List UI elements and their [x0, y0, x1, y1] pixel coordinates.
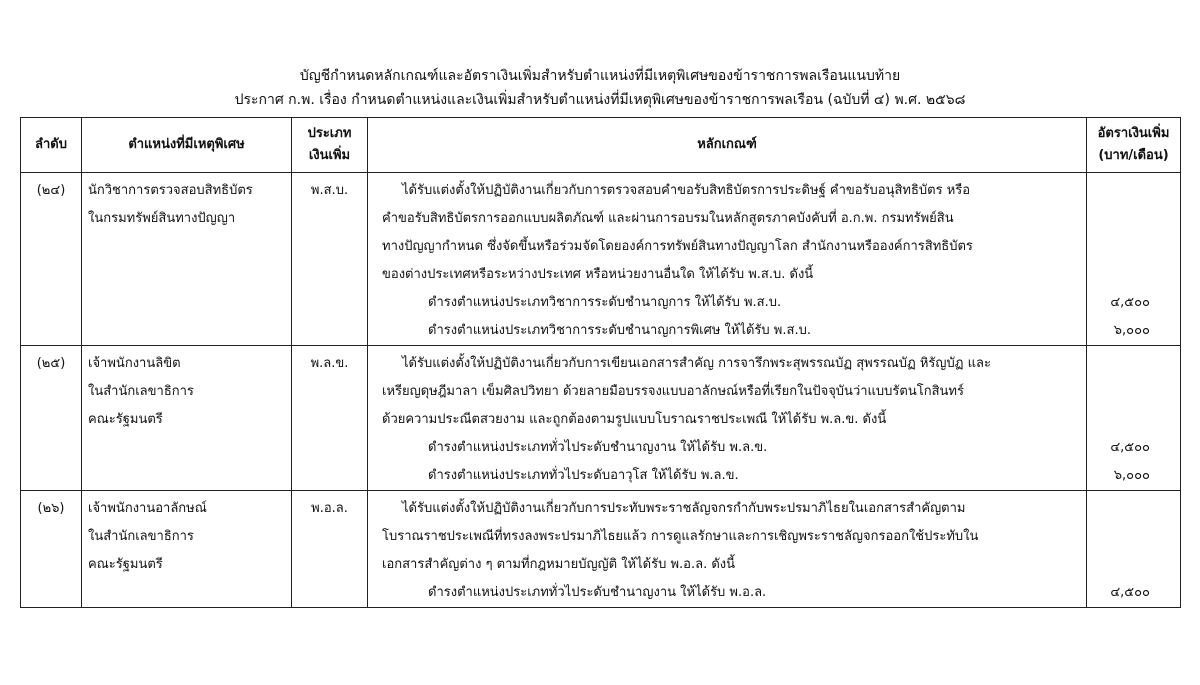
- heading-line-2: ประกาศ ก.พ. เรื่อง กำหนดตำแหน่งและเงินเพิ่มสำหรับตำแหน่งที่มีเหตุพิเศษของข้าราชการพลเรือน (ฉบับที่ ๔) พ.ศ. ๒๕๖๘: [234, 92, 966, 108]
- criteria-line: คำขอรับสิทธิบัตรการออกแบบผลิตภัณฑ์ และผ่านการอบรมในหลักสูตรภาคบังคับที่ อ.ก.พ. กรมทรัพย์สิน: [382, 211, 954, 226]
- position-line: คณะรัฐมนตรี: [88, 557, 163, 572]
- header-rate: [1087, 118, 1181, 173]
- position-line: เจ้าพนักงานอาลักษณ์: [88, 501, 207, 516]
- row-position: [82, 491, 292, 608]
- criteria-table: [20, 117, 1181, 608]
- row-type: พ.อ.ล.: [292, 491, 368, 608]
- criteria-line: โบราณราชประเพณีที่ทรงลงพระปรมาภิไธยแล้ว การดูแลรักษาและการเชิญพระราชลัญจกรออกใช้ประทับใน: [382, 529, 979, 544]
- rate-value: ๔,๕๐๐: [1110, 440, 1150, 455]
- criteria-sub-item: ดำรงตำแหน่งประเภทวิชาการระดับชำนาญการ ให้ได้รับ พ.ส.บ.: [428, 295, 782, 310]
- position-line: ในสำนักเลขาธิการ: [88, 384, 194, 399]
- header-criteria: หลักเกณฑ์: [368, 118, 1087, 173]
- criteria-line: ด้วยความประณีตสวยงาม และถูกต้องตามรูปแบบโบราณราชประเพณี ให้ได้รับ พ.ล.ข. ดังนี้: [382, 412, 887, 427]
- header-type-line-1: ประเภท: [307, 126, 352, 141]
- rate-value: ๖,๐๐๐: [1113, 468, 1150, 483]
- rate-value: ๔,๕๐๐: [1110, 295, 1150, 310]
- rate-value: ๔,๕๐๐: [1110, 585, 1150, 600]
- row-criteria: [368, 491, 1087, 608]
- rate-value: ๖,๐๐๐: [1113, 323, 1150, 338]
- criteria-line: ได้รับแต่งตั้งให้ปฏิบัติงานเกี่ยวกับการประทับพระราชลัญจกรกำกับพระปรมาภิไธยในเอกสารสำคัญตาม: [402, 501, 966, 516]
- position-line: ในกรมทรัพย์สินทางปัญญา: [88, 211, 236, 226]
- header-position: ตำแหน่งที่มีเหตุพิเศษ: [82, 118, 292, 173]
- document-heading: [0, 64, 1200, 112]
- criteria-line: ทางปัญญากำหนด ซึ่งจัดขึ้นหรือร่วมจัดโดยองค์การทรัพย์สินทางปัญญาโลก สำนักงานหรือองค์การสิทธิบัตร: [382, 239, 973, 254]
- header-type-line-2: เงินเพิ่ม: [308, 148, 351, 163]
- position-line: นักวิชาการตรวจสอบสิทธิบัตร: [88, 183, 253, 198]
- criteria-sub-item: ดำรงตำแหน่งประเภททั่วไประดับอาวุโส ให้ได้รับ พ.ล.ข.: [428, 468, 739, 483]
- criteria-line: ได้รับแต่งตั้งให้ปฏิบัติงานเกี่ยวกับการตรวจสอบคำขอรับสิทธิบัตรการประดิษฐ์ คำขอรับอนุสิทธิบัตร หรือ: [402, 183, 971, 198]
- criteria-paragraph: [382, 495, 1076, 579]
- row-seq: [21, 346, 82, 491]
- row-seq-text: (๒๖): [37, 501, 65, 516]
- table-row: [21, 346, 1181, 491]
- criteria-paragraph: [382, 177, 1076, 289]
- criteria-sub-item: ดำรงตำแหน่งประเภททั่วไประดับชำนาญงาน ให้ได้รับ พ.อ.ล.: [428, 585, 767, 600]
- table-header-row: [21, 118, 1181, 173]
- row-rate: [1087, 346, 1181, 491]
- row-criteria: [368, 173, 1087, 346]
- criteria-line: ได้รับแต่งตั้งให้ปฏิบัติงานเกี่ยวกับการเขียนเอกสารสำคัญ การจารึกพระสุพรรณบัฏ สุพรรณบัฏ หิรัญบัฏ และ: [402, 356, 991, 371]
- position-line: เจ้าพนักงานลิขิต: [88, 356, 181, 371]
- row-criteria: [368, 346, 1087, 491]
- heading-line-1: บัญชีกำหนดหลักเกณฑ์และอัตราเงินเพิ่มสำหรับตำแหน่งที่มีเหตุพิเศษของข้าราชการพลเรือนแนบท้าย: [299, 68, 901, 84]
- criteria-line: ของต่างประเทศหรือระหว่างประเทศ หรือหน่วยงานอื่นใด ให้ได้รับ พ.ส.บ. ดังนี้: [382, 267, 814, 282]
- criteria-line: เอกสารสำคัญต่าง ๆ ตามที่กฎหมายบัญญัติ ให้ได้รับ พ.อ.ล. ดังนี้: [382, 557, 736, 572]
- row-type: พ.ล.ข.: [292, 346, 368, 491]
- table-row: [21, 491, 1181, 608]
- header-type: [292, 118, 368, 173]
- row-position: [82, 346, 292, 491]
- row-seq-text: (๒๕): [36, 356, 66, 371]
- header-rate-line-2: (บาท/เดือน): [1098, 148, 1169, 163]
- criteria-paragraph: [382, 350, 1076, 434]
- criteria-line: เหรียญดุษฎีมาลา เข็มศิลปวิทยา ด้วยลายมือบรรจงแบบอาลักษณ์หรือที่เรียกในปัจจุบันว่าแบบรัตนโกสินทร์: [382, 384, 964, 399]
- header-rate-line-1: อัตราเงินเพิ่ม: [1097, 126, 1170, 141]
- row-rate: [1087, 491, 1181, 608]
- row-type: พ.ส.บ.: [292, 173, 368, 346]
- criteria-sub-item: ดำรงตำแหน่งประเภทวิชาการระดับชำนาญการพิเศษ ให้ได้รับ พ.ส.บ.: [428, 323, 811, 338]
- position-line: ในสำนักเลขาธิการ: [88, 529, 194, 544]
- row-seq-text: (๒๔): [36, 183, 66, 198]
- row-rate: [1087, 173, 1181, 346]
- criteria-sub-item: ดำรงตำแหน่งประเภททั่วไประดับชำนาญงาน ให้ได้รับ พ.ล.ข.: [428, 440, 768, 455]
- table-row: [21, 173, 1181, 346]
- row-seq: [21, 491, 82, 608]
- row-seq: [21, 173, 82, 346]
- row-position: [82, 173, 292, 346]
- position-line: คณะรัฐมนตรี: [88, 412, 163, 427]
- header-seq: ลำดับ: [21, 118, 82, 173]
